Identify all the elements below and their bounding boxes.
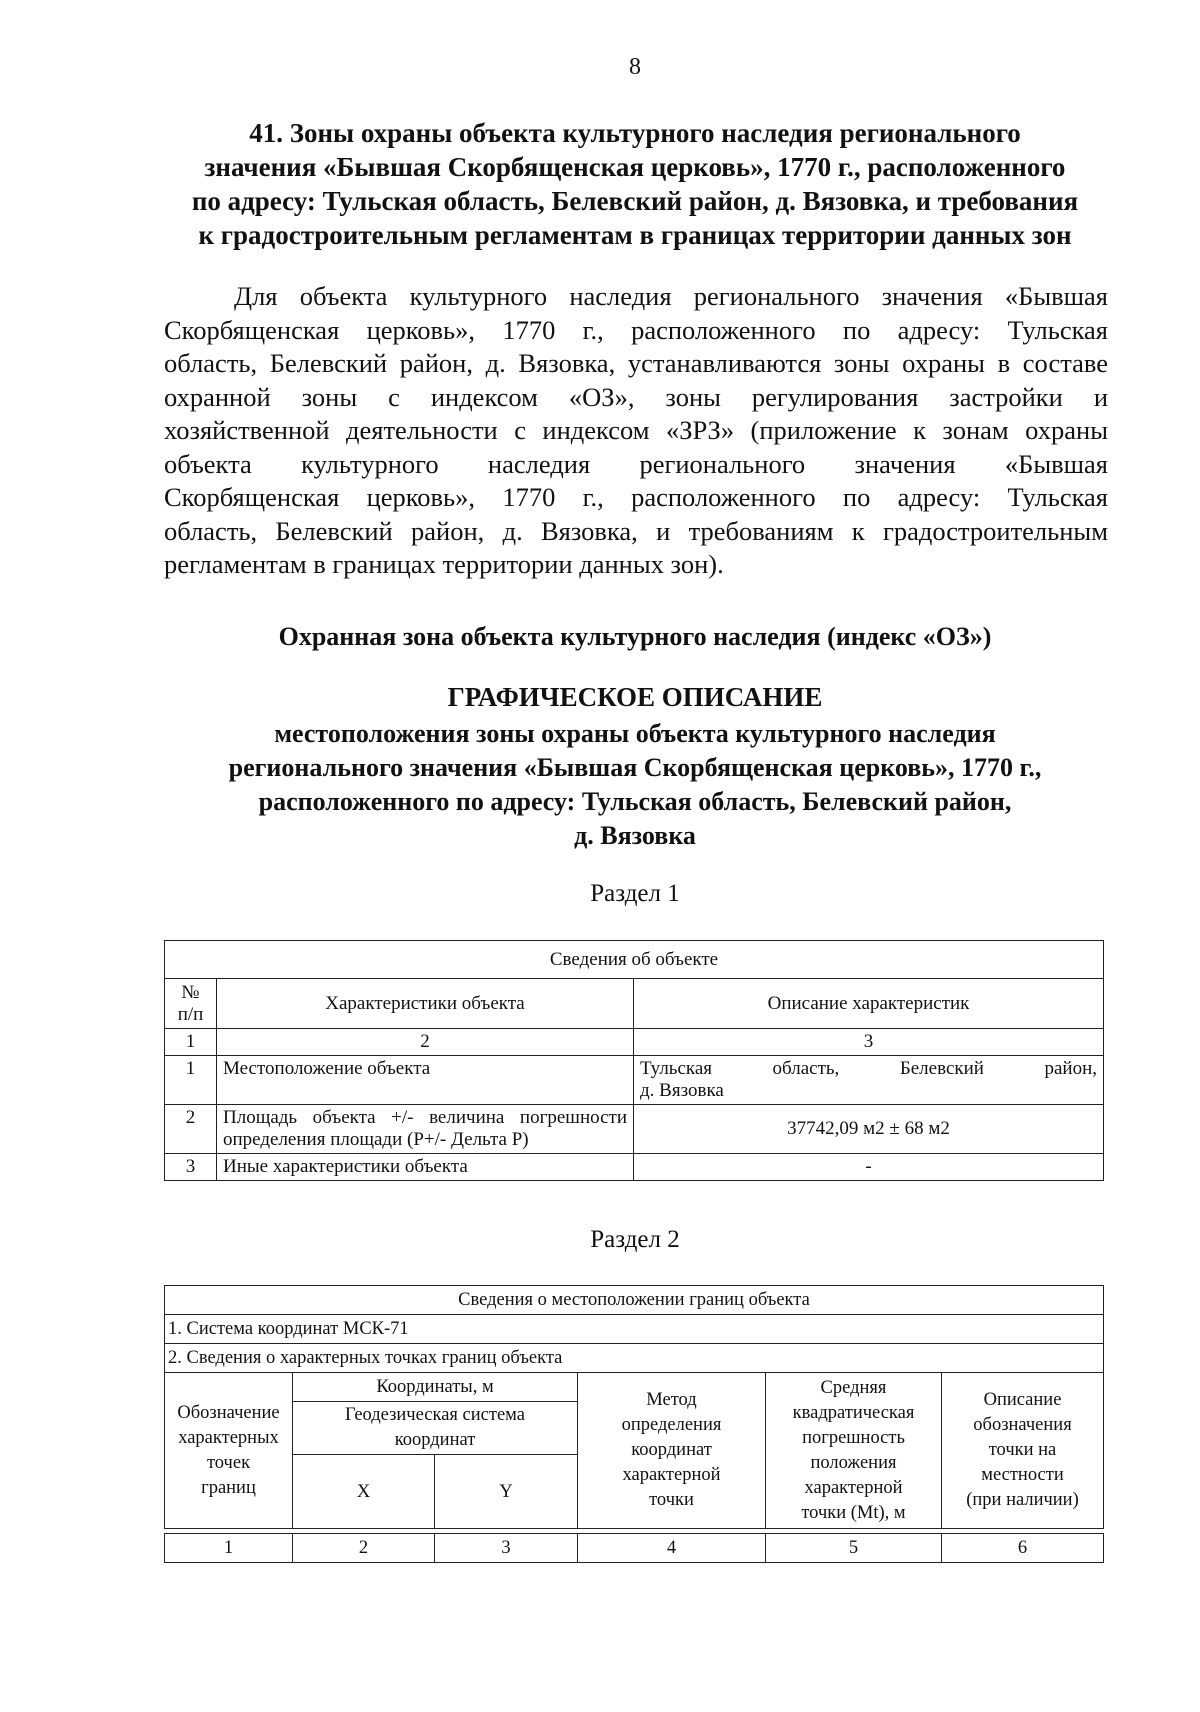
- header-text-line: точек: [206, 1452, 251, 1473]
- header-text-line: Обозначение: [177, 1402, 280, 1423]
- header-text-line: границ: [201, 1477, 256, 1498]
- paragraph-line: хозяйственной деятельности с индексом «ЗРЗ» (приложение к зонам охраны: [164, 415, 1108, 445]
- coordinate-system: 1. Система координат МСК-71: [165, 1315, 1104, 1344]
- header-text-line: обозначения: [973, 1415, 1072, 1435]
- header-text-line: координат: [631, 1440, 712, 1460]
- table-title: Сведения о местоположении границ объекта: [165, 1286, 1104, 1315]
- header-text-line: квадратическая: [792, 1402, 915, 1423]
- table-row: [165, 1105, 1104, 1154]
- subtitle-line: местоположения зоны охраны объекта культурного наследия: [274, 719, 996, 748]
- paragraph-line: Для объекта культурного наследия регионального значения «Бывшая: [234, 281, 1108, 311]
- subtitle-line: расположенного по адресу: Тульская область, Белевский район,: [258, 787, 1012, 816]
- table-row: [165, 1154, 1104, 1181]
- subtitle-line: регионального значения «Бывшая Скорбященская церковь», 1770 г.,: [228, 753, 1042, 782]
- index-cell: 6: [942, 1534, 1104, 1563]
- header-error: [766, 1373, 942, 1529]
- points-info: 2. Сведения о характерных точках границ объекта: [165, 1344, 1104, 1373]
- subtitle-line: д. Вязовка: [574, 821, 696, 850]
- header-text-line: погрешность: [802, 1427, 905, 1448]
- index-cell: 1: [165, 1534, 293, 1563]
- characteristic-line: определения площади (Р+/- Дельта Р): [223, 1129, 529, 1150]
- row-description: 37742,09 м2 ± 68 м2: [634, 1105, 1104, 1154]
- heading-line: значения «Бывшая Скорбященская церковь», 1770 г., расположенного: [204, 152, 1066, 182]
- header-text-line: характерной: [804, 1477, 903, 1498]
- row-characteristic: Местоположение объекта: [217, 1056, 634, 1105]
- index-cell: 3: [435, 1534, 578, 1563]
- row-characteristic: [217, 1105, 634, 1154]
- header-text-line: Геодезическая система: [345, 1405, 525, 1425]
- header-text-line: точки на: [988, 1440, 1057, 1460]
- object-info-table: [164, 940, 1104, 1181]
- header-text-line: координат: [394, 1430, 476, 1450]
- header-coordinates: Координаты, м: [293, 1373, 578, 1402]
- page-number: 8: [629, 54, 641, 80]
- description-line: д. Вязовка: [640, 1080, 724, 1101]
- header-x: X: [293, 1455, 435, 1529]
- header-number-sign: №: [181, 981, 200, 1003]
- header-method: [578, 1373, 766, 1529]
- header-text-line: характерных: [178, 1427, 279, 1448]
- header-text-line: местности: [981, 1465, 1064, 1485]
- header-text-line: характерной: [622, 1465, 721, 1485]
- row-number: 2: [165, 1105, 217, 1154]
- heading-line: по адресу: Тульская область, Белевский район, д. Вязовка, и требования: [191, 186, 1079, 216]
- index-cell: 2: [293, 1534, 435, 1563]
- header-text-line: Метод: [646, 1390, 697, 1410]
- graphic-description-subtitle: [150, 717, 1120, 853]
- heading-line: к градостроительным регламентам в границах территории данных зон: [198, 220, 1072, 250]
- row-description: [634, 1056, 1104, 1105]
- row-description: -: [634, 1154, 1104, 1181]
- description-line: Тульская область, Белевский район,: [640, 1058, 1097, 1079]
- row-characteristic: Иные характеристики объекта: [217, 1154, 634, 1181]
- header-text-line: Средняя: [820, 1377, 887, 1398]
- heading-line: 41. Зоны охраны объекта культурного наследия регионального: [249, 118, 1021, 148]
- index-cell: 1: [165, 1029, 217, 1056]
- header-number-sub: п/п: [177, 1003, 204, 1025]
- graphic-description-title: ГРАФИЧЕСКОЕ ОПИСАНИЕ: [447, 682, 823, 712]
- header-designation: [165, 1373, 293, 1529]
- index-cell: 4: [578, 1534, 766, 1563]
- header-number: [165, 979, 217, 1029]
- row-number: 3: [165, 1154, 217, 1181]
- paragraph-line: регламентам в границах территории данных зон).: [164, 549, 724, 579]
- header-text-line: точки (Mt), м: [801, 1502, 906, 1523]
- header-description: Описание характеристик: [634, 979, 1104, 1029]
- section-heading: [150, 116, 1120, 252]
- section-2-label: Раздел 2: [590, 1226, 680, 1253]
- table-title: Сведения об объекте: [165, 941, 1104, 979]
- paragraph-line: Скорбященская церковь», 1770 г., расположенного по адресу: Тульская: [164, 314, 1108, 345]
- header-text-line: (при наличии): [966, 1490, 1079, 1510]
- header-location: [942, 1373, 1104, 1529]
- paragraph-line: объекта культурного наследия регионального значения «Бывшая: [164, 448, 1108, 479]
- characteristic-line: Площадь объекта +/- величина погрешности: [223, 1107, 627, 1128]
- header-text-line: положения: [810, 1452, 897, 1473]
- boundary-points-table: [164, 1285, 1104, 1563]
- header-geodetic-system: [293, 1402, 578, 1455]
- index-cell: 3: [634, 1029, 1104, 1056]
- row-number: 1: [165, 1056, 217, 1105]
- header-characteristics: Характеристики объекта: [217, 979, 634, 1029]
- zone-subheading: Охранная зона объекта культурного наследия (индекс «ОЗ»): [278, 622, 992, 651]
- header-text-line: точки: [649, 1490, 694, 1510]
- paragraph-line: охранной зоны с индексом «ОЗ», зоны регулирования застройки и: [164, 381, 1108, 412]
- body-paragraph: [164, 280, 1108, 582]
- header-text-line: Описание: [983, 1390, 1062, 1410]
- paragraph-line: Скорбященская церковь», 1770 г., расположенного по адресу: Тульская: [164, 482, 1108, 512]
- header-y: Y: [435, 1455, 578, 1529]
- index-cell: 2: [217, 1029, 634, 1056]
- index-cell: 5: [766, 1534, 942, 1563]
- paragraph-line: область, Белевский район, д. Вязовка, устанавливаются зоны охраны в составе: [164, 348, 1108, 378]
- header-text-line: определения: [621, 1415, 722, 1435]
- table-row: [165, 1056, 1104, 1105]
- section-1-label: Раздел 1: [590, 880, 680, 907]
- paragraph-line: область, Белевский район, д. Вязовка, и требованиям к градостроительным: [164, 515, 1108, 546]
